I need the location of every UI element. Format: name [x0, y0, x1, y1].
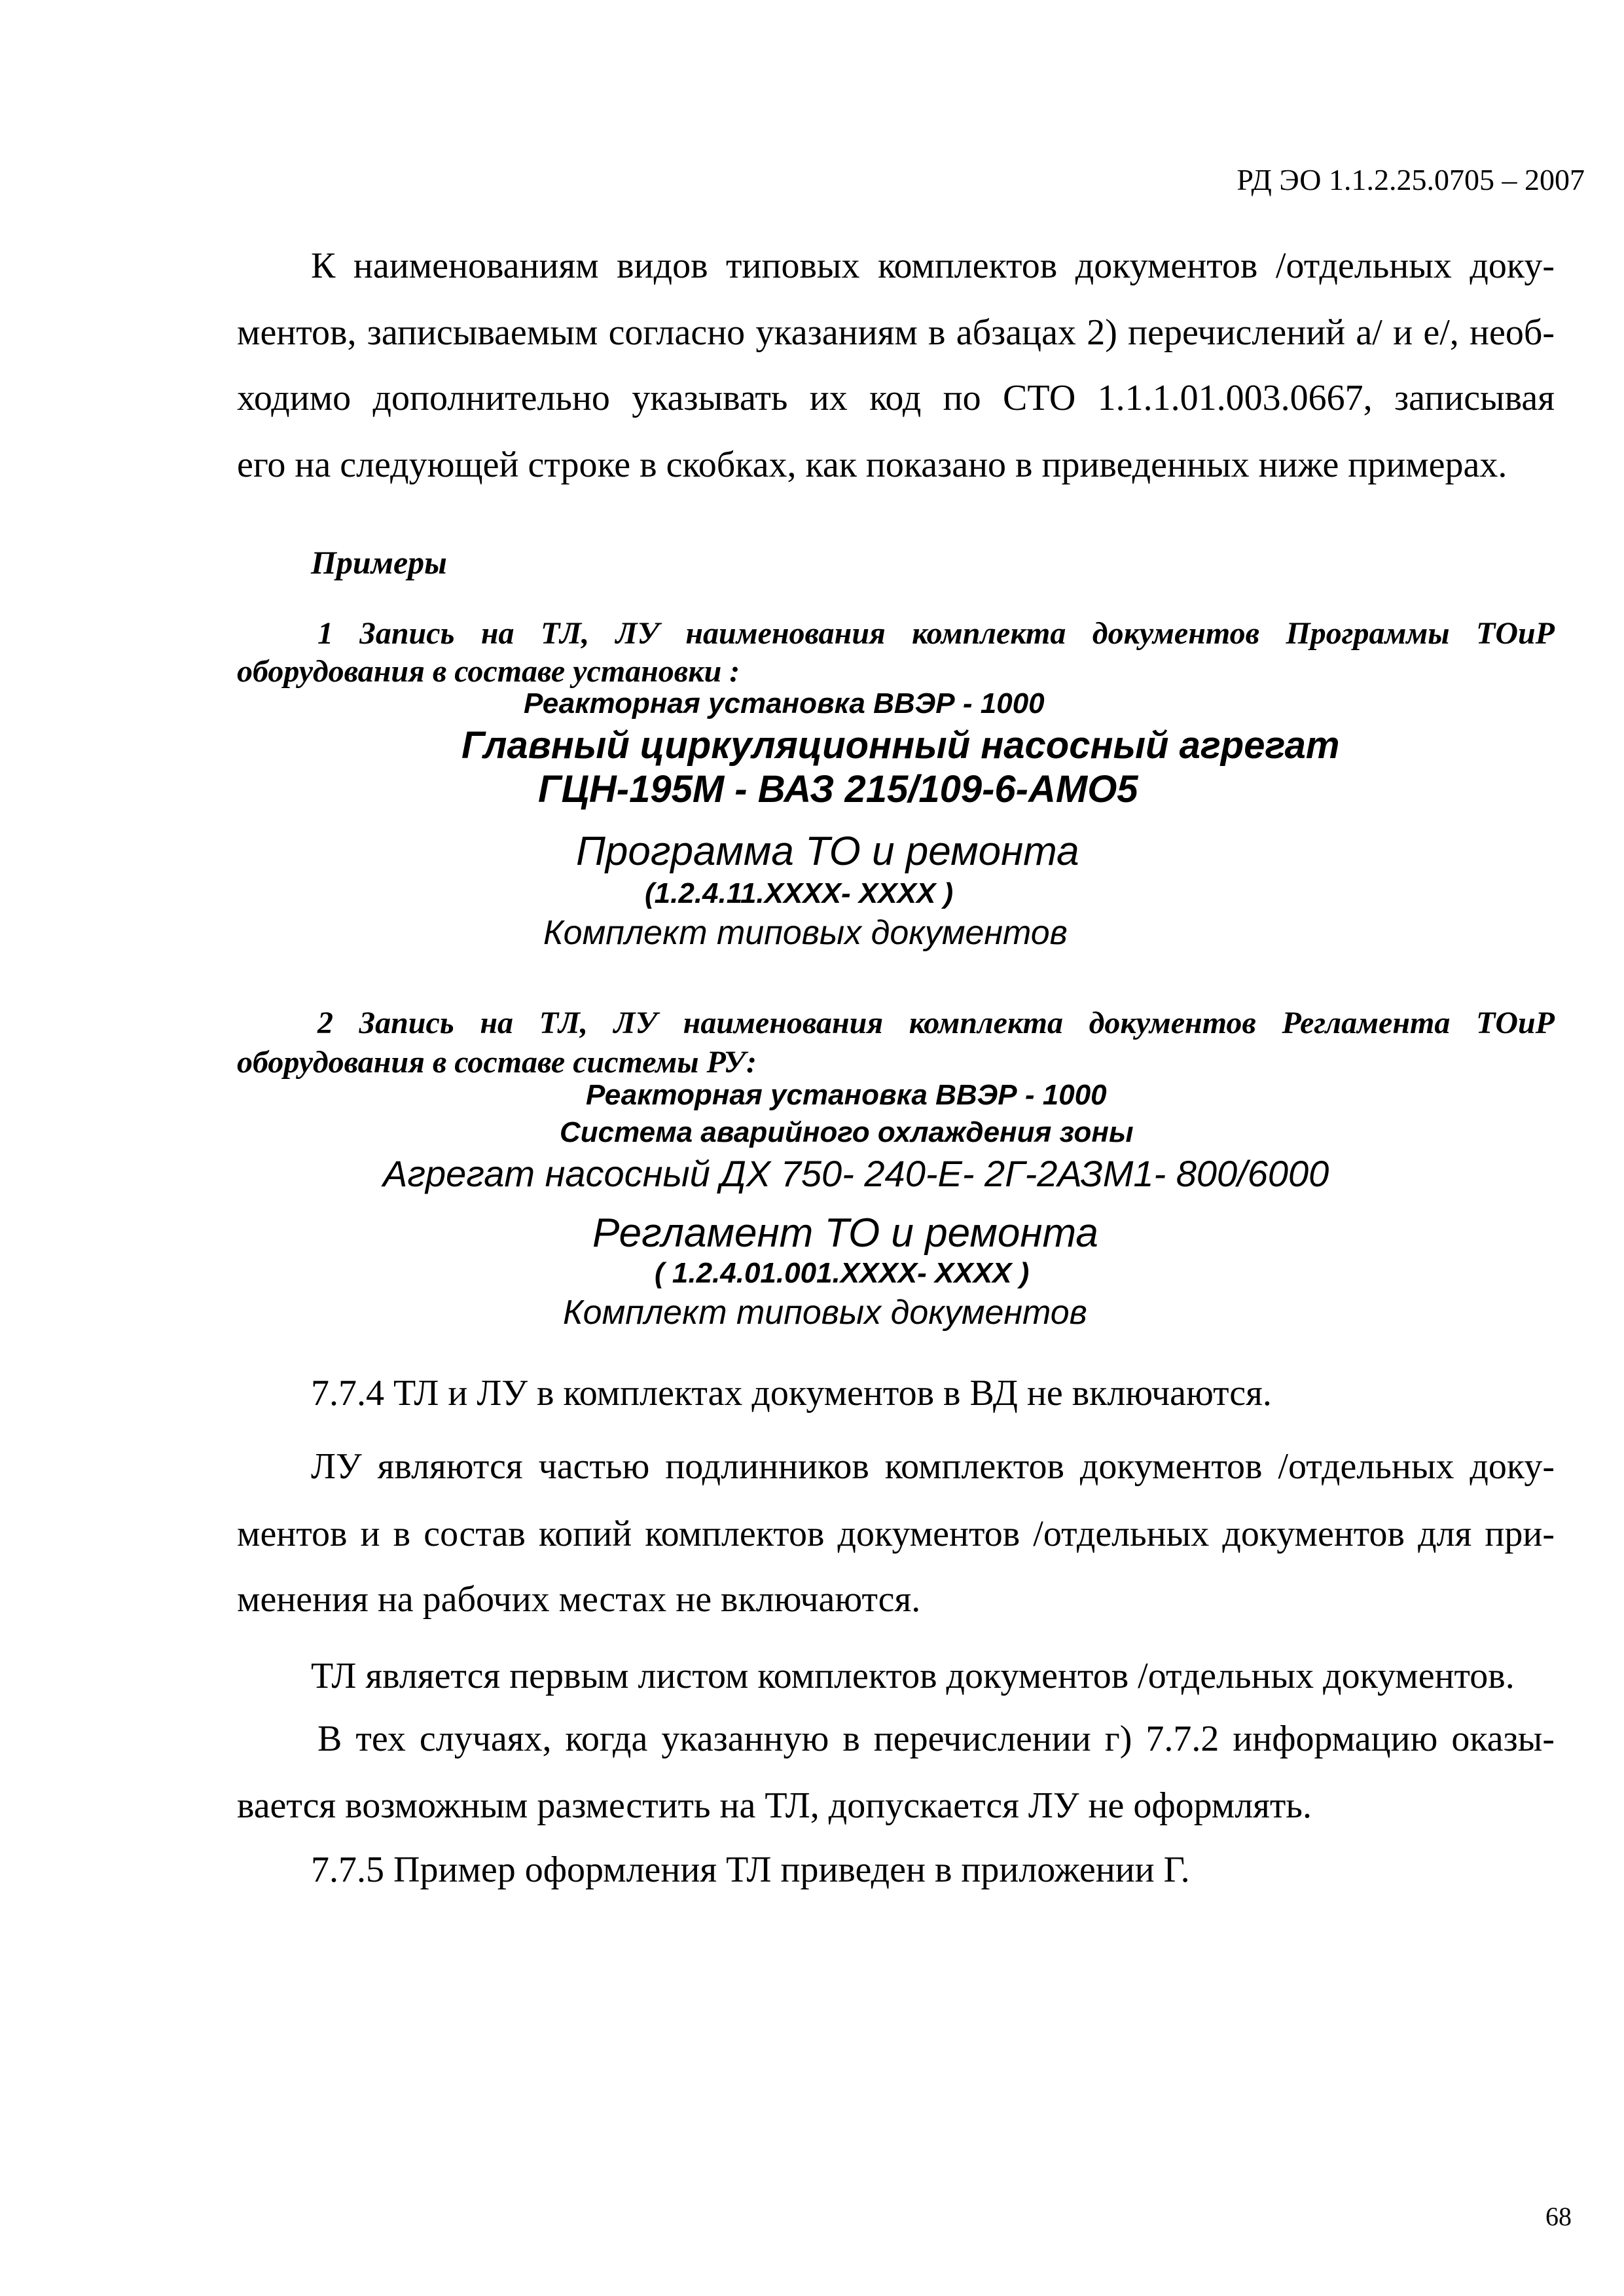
clause-7-7-4: 7.7.4 ТЛ и ЛУ в комплектах документов в ВД не включаются.	[311, 1373, 1272, 1413]
example-1-equipment-name: Главный циркуляционный насосный агрегат	[461, 724, 1340, 767]
examples-title: Примеры	[311, 544, 447, 581]
document-code: РД ЭО 1.1.2.25.0705 – 2007	[1236, 163, 1585, 196]
example-2-heading-line-1: 2 Запись на ТЛ, ЛУ наименования комплекта документов Регламента ТОиР	[317, 1006, 1555, 1040]
example-2-regulation-title: Регламент ТО и ремонта	[592, 1211, 1098, 1256]
intro-line-2: ментов, записываемым согласно указаниям в абзацах 2) перечислений а/ и е/, необ-	[237, 312, 1555, 353]
cases-paragraph-line-1: В тех случаях, когда указанную в перечислении г) 7.7.2 информацию оказы-	[317, 1719, 1555, 1759]
intro-line-4: его на следующей строке в скобках, как показано в приведенных ниже примерах.	[237, 445, 1507, 485]
intro-line-1: К наименованиям видов типовых комплектов документов /отдельных доку-	[311, 246, 1555, 286]
example-2-equipment-name: Агрегат насосный ДХ 750- 240-Е- 2Г-2АЗМ1- 800/6000	[383, 1153, 1329, 1194]
page-number: 68	[1545, 2202, 1572, 2231]
lu-paragraph-line-1: ЛУ являются частью подлинников комплектов документов /отдельных доку-	[311, 1446, 1555, 1487]
example-2-regulation-code: ( 1.2.4.01.001.ХХХХ- ХХХХ )	[655, 1257, 1030, 1289]
intro-line-3: ходимо дополнительно указывать их код по СТО 1.1.1.01.003.0667, записывая	[237, 378, 1555, 418]
example-1-heading-line-2: оборудования в составе установки :	[237, 654, 740, 689]
cases-paragraph-line-2: вается возможным разместить на ТЛ, допускается ЛУ не оформлять.	[237, 1785, 1312, 1826]
example-1-set-name: Комплект типовых документов	[543, 914, 1068, 952]
lu-paragraph-line-3: менения на рабочих местах не включаются.	[237, 1579, 921, 1620]
example-1-program-code: (1.2.4.11.ХХХХ- ХХХХ )	[645, 877, 954, 909]
example-2-heading-line-2: оборудования в составе системы РУ:	[237, 1045, 757, 1080]
example-1-heading-line-1: 1 Запись на ТЛ, ЛУ наименования комплекта документов Программы ТОиР	[317, 616, 1555, 651]
example-2-set-name: Комплект типовых документов	[563, 1294, 1087, 1332]
example-2-plant-name: Реакторная установка ВВЭР - 1000	[586, 1079, 1107, 1111]
lu-paragraph-line-2: ментов и в состав копий комплектов документов /отдельных документов для при-	[237, 1514, 1555, 1554]
tl-paragraph: ТЛ является первым листом комплектов документов /отдельных документов.	[311, 1656, 1515, 1696]
clause-7-7-5: 7.7.5 Пример оформления ТЛ приведен в приложении Г.	[311, 1850, 1190, 1890]
example-1-program-title: Программа ТО и ремонта	[576, 829, 1079, 874]
example-1-plant-name: Реакторная установка ВВЭР - 1000	[524, 687, 1045, 720]
example-2-system-name: Система аварийного охлаждения зоны	[560, 1116, 1134, 1148]
example-1-equipment-code: ГЦН-195М - ВАЗ 215/109-6-АМО5	[538, 768, 1138, 811]
